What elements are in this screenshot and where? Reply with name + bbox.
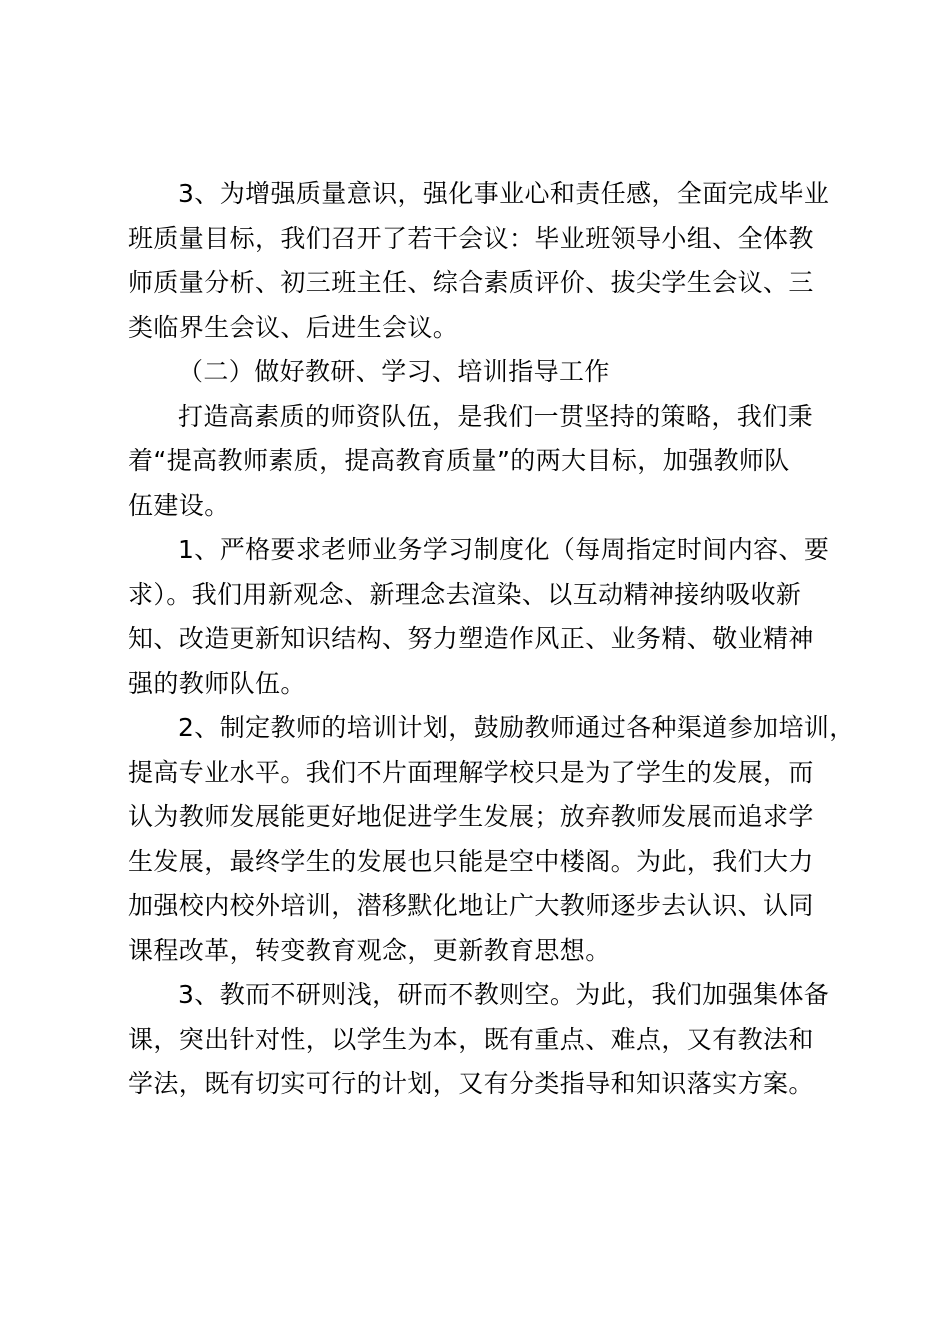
paragraph-line: 课程改革，转变教育观念，更新教育思想。 <box>128 935 611 965</box>
paragraph-line: 1、严格要求老师业务学习制度化（每周指定时间内容、要 <box>178 535 830 564</box>
paragraph-line: 学法，既有切实可行的计划，又有分类指导和知识落实方案。 <box>128 1069 814 1098</box>
paragraph-line: 着“提高教师素质，提高教育质量”的两大目标，加强教师队 <box>128 446 790 475</box>
paragraph-line: 知、改造更新知识结构、努力塑造作风正、业务精、敬业精神 <box>128 624 814 653</box>
paragraph-line: 打造高素质的师资队伍，是我们一贯坚持的策略，我们秉 <box>178 401 814 431</box>
paragraph-line: 3、教而不研则浅，研而不教则空。为此，我们加强集体备 <box>178 980 830 1009</box>
paragraph-line: 课，突出针对性，以学生为本，既有重点、难点，又有教法和 <box>128 1024 814 1054</box>
paragraph-line: 生发展，最终学生的发展也只能是空中楼阁。为此，我们大力 <box>128 846 814 876</box>
paragraph-line: 伍建设。 <box>128 490 230 520</box>
section-heading: （二）做好教研、学习、培训指导工作 <box>178 357 610 386</box>
paragraph-line: 班质量目标，我们召开了若干会议：毕业班领导小组、全体教 <box>128 223 814 253</box>
paragraph-line: 提高专业水平。我们不片面理解学校只是为了学生的发展，而 <box>128 757 814 787</box>
paragraph-line: 2、制定教师的培训计划，鼓励教师通过各种渠道参加培训， <box>178 713 855 742</box>
paragraph-line: 3、为增强质量意识，强化事业心和责任感，全面完成毕业 <box>178 179 830 208</box>
paragraph-line: 师质量分析、初三班主任、综合素质评价、拔尖学生会议、三 <box>128 268 814 297</box>
document-body <box>128 172 855 1107</box>
paragraph-line: 加强校内校外培训，潜移默化地让广大教师逐步去认识、认同 <box>128 891 814 920</box>
paragraph-line: 认为教师发展能更好地促进学生发展；放弃教师发展而追求学 <box>128 802 814 831</box>
paragraph-line: 强的教师队伍。 <box>128 668 306 698</box>
paragraph-line: 类临界生会议、后进生会议。 <box>128 312 459 342</box>
paragraph-line: 求）。我们用新观念、新理念去渲染、以互动精神接纳吸收新 <box>128 579 802 609</box>
